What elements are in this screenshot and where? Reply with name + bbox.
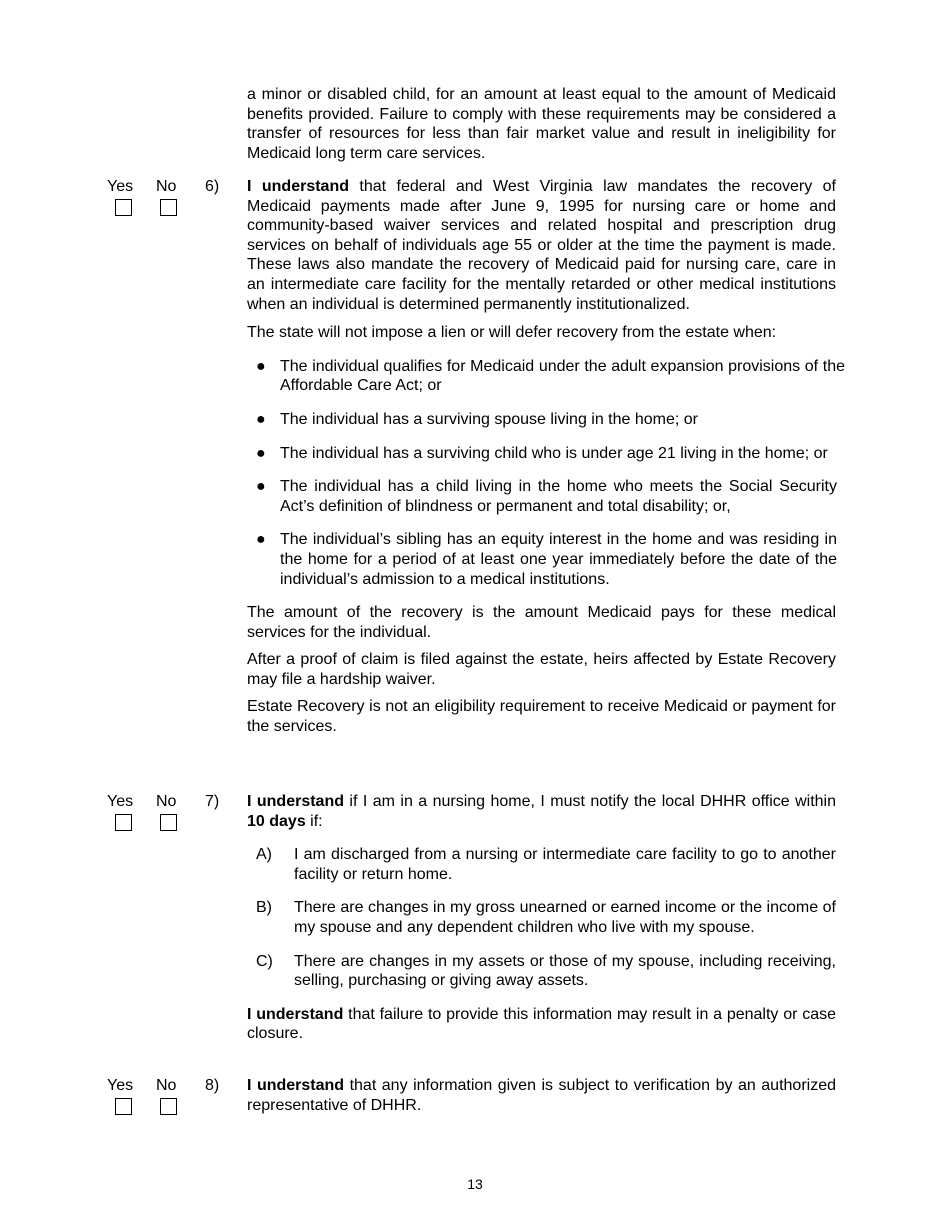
item-8-lead: I understand [247, 1077, 345, 1094]
item-8-statement [247, 1076, 836, 1115]
item-6-bullet-list [247, 357, 845, 589]
item-7-closing-lead: I understand [247, 1005, 344, 1023]
item-6-content [247, 177, 845, 745]
list-item [247, 952, 836, 991]
bullet-icon: ● [256, 357, 266, 375]
item-7-text-a: if I am in a nursing home, I must notify the local DHHR office within [344, 793, 836, 810]
bullet-icon: ● [256, 410, 266, 428]
list-item-marker: B) [256, 899, 272, 917]
bullet-icon: ● [256, 444, 266, 462]
list-item [247, 530, 845, 589]
item-7-text-b: if: [305, 812, 323, 830]
item-7-yes-label: Yes [107, 793, 134, 810]
item-6-lien-intro: The state will not impose a lien or will defer recovery from the estate when: [247, 324, 777, 342]
item-6-yes-no [107, 177, 187, 227]
intro-text: a minor or disabled child, for an amount at least equal to the amount of Medicaid benefits provided. Failure to comply with these requirements may be considered a transfer of resources for less than fair market value and result in ineligibility for Medicaid long term care services. [247, 86, 836, 162]
list-item-text: The individual qualifies for Medicaid under the adult expansion provisions of the Affordable Care Act; or [280, 357, 845, 395]
item-7-number: 7) [205, 793, 220, 810]
item-6-lead: I understand [247, 178, 349, 195]
item-7-sub-list [247, 845, 836, 991]
item-7-closing [247, 1005, 836, 1044]
item-6-statement [247, 177, 836, 314]
bullet-icon: ● [256, 478, 266, 496]
item-6-hardship-waiver: After a proof of claim is filed against the estate, heirs affected by Estate Recovery may file a hardship waiver. [247, 651, 836, 688]
list-item [247, 845, 836, 884]
item-8-yes-checkbox[interactable] [115, 1098, 132, 1115]
list-item [247, 410, 845, 430]
item-7-yes-checkbox[interactable] [115, 814, 132, 831]
item-7-days: 10 days [247, 812, 306, 830]
list-item [247, 357, 845, 396]
item-6-yes-checkbox[interactable] [115, 199, 132, 216]
list-item-text: The individual has a surviving child who is under age 21 living in the home; or [280, 444, 828, 462]
item-6-no-label: No [156, 178, 177, 195]
item-6-recovery-amount: The amount of the recovery is the amount Medicaid pays for these medical services for the individual. [247, 604, 836, 641]
item-8-content [247, 1076, 836, 1123]
item-7-no-checkbox[interactable] [160, 814, 177, 831]
list-item-marker: C) [256, 952, 273, 970]
list-item-text: I am discharged from a nursing or intermediate care facility to go to another facility or return home. [294, 846, 836, 883]
item-8-no-checkbox[interactable] [160, 1098, 177, 1115]
list-item-text: The individual has a surviving spouse living in the home; or [280, 410, 699, 428]
item-8-no-label: No [156, 1077, 177, 1094]
item-7-lead: I understand [247, 793, 344, 810]
item-7-no-label: No [156, 793, 177, 810]
item-7-yes-no [107, 792, 187, 842]
item-6-text: that federal and West Virginia law mandates the recovery of Medicaid payments made after June 9, 1995 for nursing care or home and community-based waiver services and related hospital and prescription drug services on behalf of individuals age 55 or older at the time the payment is made. These laws also mandate the recovery of Medicaid paid for nursing care, care in an intermediate care facility for the mentally retarded or other medical institutions when an individual is determined permanently institutionalized. [247, 178, 836, 313]
intro-paragraph [247, 85, 836, 171]
list-item-text: The individual has a child living in the home who meets the Social Security Act’s definition of blindness or permanent and total disability; or, [280, 478, 837, 515]
list-item [247, 444, 845, 464]
item-6-no-checkbox[interactable] [160, 199, 177, 216]
item-8-yes-label: Yes [107, 1077, 134, 1094]
item-8-number: 8) [205, 1077, 220, 1094]
list-item-text: The individual’s sibling has an equity interest in the home and was residing in the home for a period of at least one year immediately before the date of the individual’s admission to a medical institutions. [280, 531, 837, 588]
list-item-marker: A) [256, 846, 272, 864]
item-7-closing-text: that failure to provide this information may result in a penalty or case closure. [247, 1005, 836, 1043]
item-6-number: 6) [205, 178, 220, 195]
item-8-yes-no [107, 1076, 187, 1126]
list-item-text: There are changes in my assets or those of my spouse, including receiving, selling, purchasing or giving away assets. [294, 952, 836, 990]
item-7-statement [247, 792, 836, 831]
bullet-icon: ● [256, 531, 266, 549]
item-6-yes-label: Yes [107, 178, 134, 195]
list-item [247, 898, 836, 937]
item-7-content [247, 792, 836, 1052]
item-6-eligibility-note: Estate Recovery is not an eligibility requirement to receive Medicaid or payment for the services. [247, 698, 836, 736]
page-number: 13 [467, 1176, 483, 1192]
list-item-text: There are changes in my gross unearned or earned income or the income of my spouse and any dependent children who live with my spouse. [294, 899, 836, 936]
item-8-text: that any information given is subject to verification by an authorized representative of DHHR. [247, 1077, 837, 1114]
list-item [247, 477, 845, 516]
